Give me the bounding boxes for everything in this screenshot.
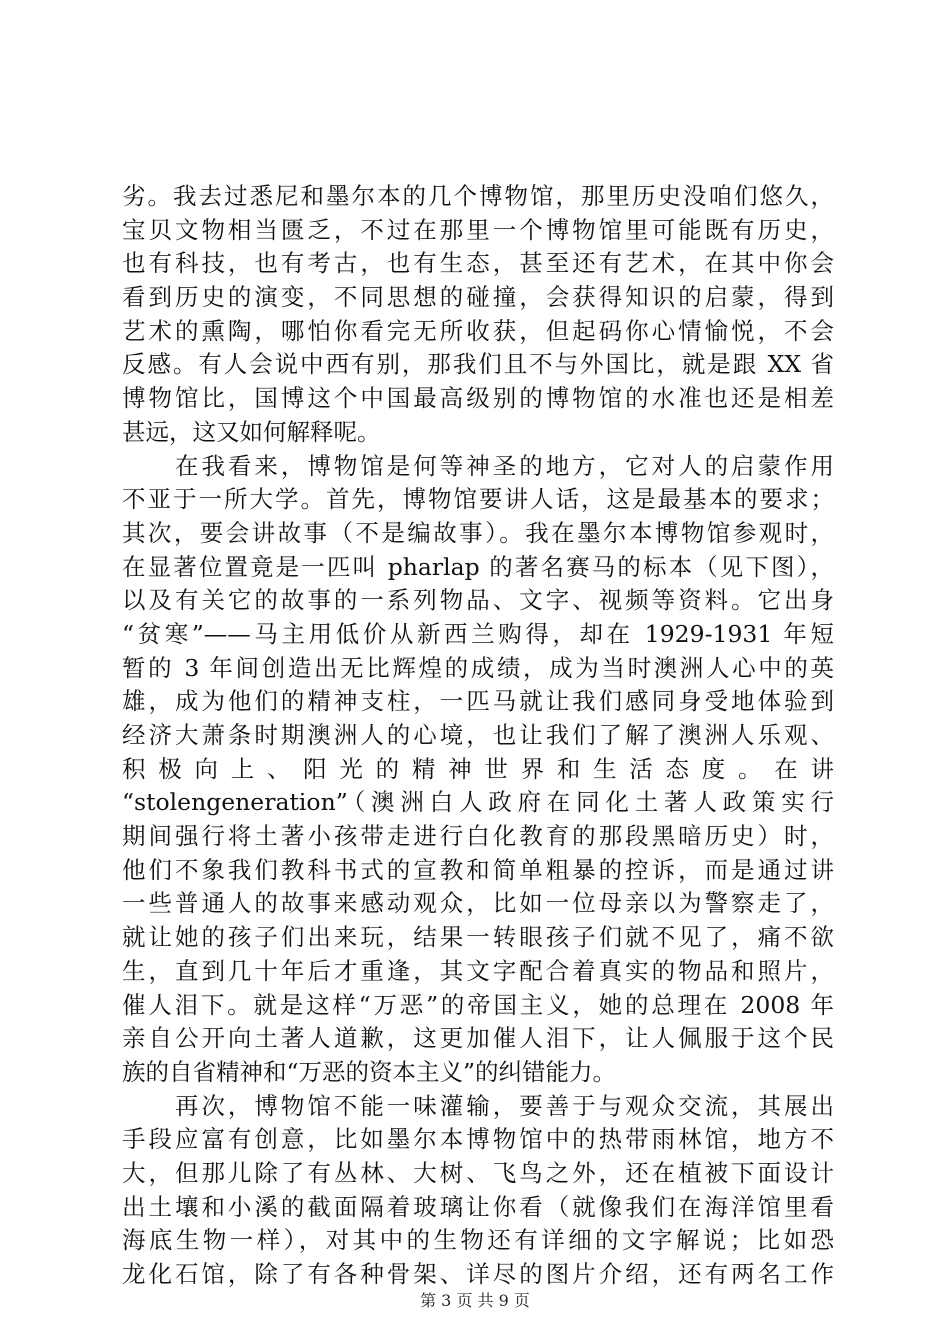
page-footer: 第 3 页 共 9 页 [420,1291,530,1310]
text-line: 龙化石馆，除了有各种骨架、详尽的图片介绍，还有两名工作 [122,1260,834,1288]
text-line: 看到历史的演变，不同思想的碰撞，会获得知识的启蒙，得到 [122,283,834,312]
text-line: 宝贝文物相当匮乏，不过在那里一个博物馆里可能既有历史， [122,215,834,244]
text-line: 暂的 3 年间创造出无比辉煌的成绩，成为当时澳洲人心中的英 [122,653,834,682]
text-line: 催人泪下。就是这样“万恶”的帝国主义，她的总理在 2008 年 [122,990,834,1019]
text-line: 在显著位置竟是一匹叫 pharlap 的著名赛马的标本（见下图）， [122,552,834,581]
text-line: “stolengeneration”（澳洲白人政府在同化土著人政策实行 [122,788,834,817]
text-line: 族的自省精神和“万恶的资本主义”的纠错能力。 [122,1057,617,1086]
text-line: 生，直到几十年后才重逢，其文字配合着真实的物品和照片， [122,956,834,985]
text-line: 不亚于一所大学。首先，博物馆要讲人话，这是最基本的要求； [122,485,834,514]
text-line: 其次，要会讲故事（不是编故事）。我在墨尔本博物馆参观时， [122,518,834,547]
text-line: 就让她的孩子们出来玩，结果一转眼孩子们就不见了，痛不欲 [122,923,834,952]
text-line: 期间强行将土著小孩带走进行白化教育的那段黑暗历史）时， [122,822,834,851]
text-line: 出土壤和小溪的截面隔着玻璃让你看（就像我们在海洋馆里看 [122,1192,834,1221]
text-line: 手段应富有创意，比如墨尔本博物馆中的热带雨林馆，地方不 [122,1125,834,1154]
text-line: 雄，成为他们的精神支柱，一匹马就让我们感同身受地体验到 [122,687,834,716]
text-line: 积 极 向 上 、 阳 光 的 精 神 世 界 和 生 活 态 度 。 在 讲 [122,754,834,783]
text-line: 经济大萧条时期澳洲人的心境，也让我们了解了澳洲人乐观、 [122,721,834,749]
text-line: 艺术的熏陶，哪怕你看完无所收获，但起码你心情愉悦，不会 [122,316,834,345]
text-line: 劣。我去过悉尼和墨尔本的几个博物馆，那里历史没咱们悠久， [122,182,834,210]
text-line: 他们不象我们教科书式的宣教和简单粗暴的控诉，而是通过讲 [122,855,834,884]
text-line: 反感。有人会说中西有别，那我们且不与外国比，就是跟 XX 省 [122,350,834,379]
text-line: 也有科技，也有考古，也有生态，甚至还有艺术，在其中你会 [122,249,834,278]
body-text [122,180,834,1292]
text-line: “贫寒”——马主用低价从新西兰购得，却在 1929-1931 年短 [122,619,834,648]
text-line: 一些普通人的故事来感动观众，比如一位母亲以为警察走了， [122,889,834,918]
text-line: 甚远，这又如何解释呢。 [122,417,381,446]
text-line: 亲自公开向土著人道歉，这更加催人泪下，让人佩服于这个民 [122,1024,834,1053]
text-line: 在我看来，博物馆是何等神圣的地方，它对人的启蒙作用 [122,451,834,480]
text-line: 以及有关它的故事的一系列物品、文字、视频等资料。它出身 [122,586,834,615]
text-line: 再次，博物馆不能一味灌输，要善于与观众交流，其展出 [122,1091,834,1120]
text-line: 海底生物一样），对其中的生物还有详细的文字解说；比如恐 [122,1226,834,1255]
text-line: 博物馆比，国博这个中国最高级别的博物馆的水准也还是相差 [122,384,834,413]
text-line: 大，但那儿除了有丛林、大树、飞鸟之外，还在植被下面设计 [122,1158,834,1187]
